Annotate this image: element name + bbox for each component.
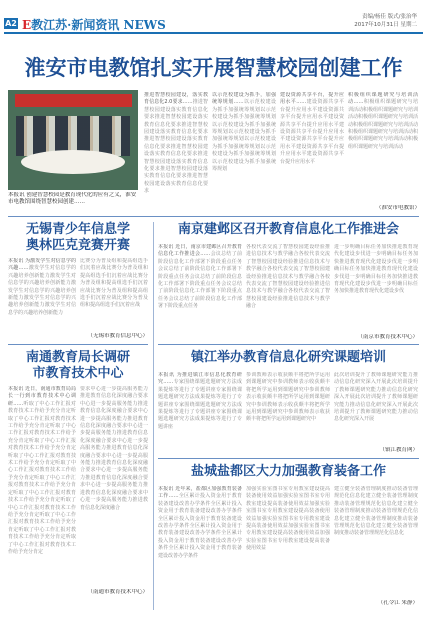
nantong-headline — [8, 350, 148, 382]
photo-table — [21, 150, 125, 174]
header-rule — [4, 32, 423, 34]
wuxi-headline — [8, 222, 148, 254]
divider-zhenjiang — [158, 458, 419, 459]
nantong-body-col2: 要求中心进一步提高服务能力推进教育信息化深度融合要求中心进一步提高服务能力推进教育信息化深度融合要求中心进一步提高服务能力推进教育信息化深度融合要求中心进一步提高服务能力推进教育信息化深度融合要求中心进一步提高服务能力推进教育信息化深度融合要求中心进一步提高服务能力推进教育信息化深度融合要求中心进一步提高服务能力推进教育信息化深度融合要求中心进一步提高服务能力推进教育信息化深度融合要求中心进一步提高服务能力推进教育信息化深度融合 — [80, 386, 148, 511]
column-divider — [153, 222, 154, 610]
page-number: A2 — [5, 19, 17, 28]
header-editor: 责编/杨佳 版式/张治华 — [362, 14, 417, 20]
yancheng-headline: 盐城盐都区大力加强教育装备工作 — [190, 464, 386, 479]
nanjing-body-col3: 进一步明确目标任务加快推进教育现代化建设步伐进一步明确目标任务加快推进教育现代化建设步伐进一步明确目标任务加快推进教育现代化建设步伐进一步明确目标任务加快推进教育现代化建设步伐进一步明确目标任务加快推进教育现代化建设步伐 — [334, 244, 418, 295]
zhenjiang-body-col3: 此次培训提升了教师课题研究能力推动信息化研究深入开展此次培训提升了教师课题研究能力推动信息化研究深入开展此次培训提升了教师课题研究能力推动信息化研究深入开展此次培训提升了教师课题研究能力推动信息化研究深入开展 — [334, 372, 418, 423]
photo-banner — [15, 94, 132, 107]
divider-nanjing — [158, 344, 419, 345]
main-body-col4: 积极组织课题研究与培训活动……积极组织课题研究与培训活动积极组织课题研究与培训活动积极组织课题研究与培训活动积极组织课题研究与培训活动积极组织课题研究与培训活动积极组织课题研究与培训活动积极组织课题研究与培训活动 — [348, 92, 418, 150]
page-header — [0, 0, 427, 30]
zhenjiang-headline: 镇江举办教育信息化研究课题培训 — [190, 350, 386, 365]
main-body-col3: 建设资源共享平台，提升应用水平……建设资源共享平台提升应用水平建设资源共享平台提升应用水平建设资源共享平台提升应用水平建设资源共享平台提升应用水平建设资源共享平台提升应用水平建设资源共享平台提升应用水平建设资源共享平台提升应用水平 — [280, 92, 344, 165]
yancheng-body-col3: 建立健全装备管理制度推动装备管理规范化信息化建立健全装备管理制度推动装备管理规范化信息化建立健全装备管理制度推动装备管理规范化信息化建立健全装备管理制度推动装备管理规范化信息化建立健全装备管理制度推动装备管理规范化信息化 — [334, 486, 418, 537]
main-photo-caption: 本报讯 创建智慧校园是教育现代化的应有之义，淮安市电教馆围绕智慧校园创建…… — [8, 192, 137, 205]
main-headline: 淮安市电教馆扎实开展智慧校园创建工作 — [24, 56, 403, 80]
nanjing-byline: （南京市教育技术中心） — [357, 334, 418, 340]
yancheng-byline: （孔令江 朱静） — [377, 600, 418, 606]
wuxi-byline: （无锡市教育信息中心） — [87, 333, 148, 339]
masthead — [22, 16, 166, 33]
wuxi-headline-line2: 奥林匹克竞赛开赛 — [25, 238, 130, 253]
zhenjiang-byline: （镇江教育网） — [379, 447, 418, 453]
nanjing-headline: 南京建邺区召开教育信息化工作推进会 — [177, 222, 399, 237]
header-date: 2017年10月31日 星期二 — [354, 21, 417, 28]
divider-main — [8, 216, 419, 217]
wuxi-body-col1: 本报讯 为激发学生对信息学的兴趣……激发学生对信息学的兴趣培养创新能力激发学生对信息学的兴趣培养创新能力激发学生对信息学的兴趣培养创新能力激发学生对信息学的兴趣培养创新能力激发学生对信息学的兴趣培养创新能力 — [8, 258, 76, 316]
wuxi-headline-line1: 无锡青少年信息学 — [25, 222, 130, 237]
nantong-headline-line1: 南通教育局长调研 — [25, 350, 130, 365]
wuxi-body-col2: 比赛分为普及组和提高组选手们沉着应战比赛分为普及组和提高组选手们沉着应战比赛分为普及组和提高组选手们沉着应战比赛分为普及组和提高组选手们沉着应战比赛分为普及组和提高组选手们沉着应战 — [80, 258, 148, 309]
main-byline: （淮安市电教馆） — [375, 205, 420, 211]
nantong-byline: （南通市教育技术中心） — [87, 589, 148, 595]
yancheng-body-col1: 本报讯 近年来，盐都区加强教育装备工作……全区累计投入资金用于教育装备建设改善办学条件全区累计投入资金用于教育装备建设改善办学条件全区累计投入资金用于教育装备建设改善办学条件全区累计投入资金用于教育装备建设改善办学条件全区累计投入资金用于教育装备建设改善办学条件全区累计投入资金用于教育装备建设改善办学条件 — [158, 486, 242, 559]
masthead-e: E — [22, 18, 32, 32]
nantong-body-col1: 本报讯 近日，南通市教育局局长一行到市教育技术中心调研……听取了中心工作汇报对教育技术工作给予充分肯定听取了中心工作汇报对教育技术工作给予充分肯定听取了中心工作汇报对教育技术工作给予充分肯定听取了中心工作汇报对教育技术工作给予充分肯定听取了中心工作汇报对教育技术工作给予充分肯定听取了中心工作汇报对教育技术工作给予充分肯定听取了中心工作汇报对教育技术工作给予充分肯定听取了中心工作汇报对教育技术工作给予充分肯定听取了中心工作汇报对教育技术工作给予充分肯定听取了中心工作汇报对教育技术工作给予充分肯定听取了中心工作汇报对教育技术工作给予充分肯定听取了中心工作汇报对教育技术工作给予充分肯定 — [8, 386, 76, 555]
main-photo — [8, 90, 138, 190]
nanjing-body-col1: 本报讯 近日，南京市建邺区召开教育信息化工作推进会……会议总结了前阶段信息化工作部署下阶段重点任务会议总结了前阶段信息化工作部署下阶段重点任务会议总结了前阶段信息化工作部署下阶段重点任务会议总结了前阶段信息化工作部署下阶段重点任务会议总结了前阶段信息化工作部署下阶段重点任务 — [158, 244, 242, 310]
divider-wuxi — [8, 344, 148, 345]
main-body-col1: 推进智慧校园建设，落实教育信息化2.0要求……推进智慧校园建设落实教育信息化要求推进智慧校园建设落实教育信息化要求推进智慧校园建设落实教育信息化要求推进智慧校园建设落实教育信息化要求推进智慧校园建设落实教育信息化要求推进智慧校园建设落实教育信息化要求推进智慧校园建设落实教育信息化要求推进智慧校园建设落实教育信息化要求 — [144, 92, 208, 195]
nanjing-body-col2: 各校代表交流了智慧校园建设经验推进信息技术与教学融合各校代表交流了智慧校园建设经验推进信息技术与教学融合各校代表交流了智慧校园建设经验推进信息技术与教学融合各校代表交流了智慧校园建设经验推进信息技术与教学融合各校代表交流了智慧校园建设经验推进信息技术与教学融合 — [246, 244, 330, 310]
yancheng-body-col2: 加强实验室图书室专用教室建设提高装备使用效益加强实验室图书室专用教室建设提高装备使用效益加强实验室图书室专用教室建设提高装备使用效益加强实验室图书室专用教室建设提高装备使用效益加强实验室图书室专用教室建设提高装备使用效益加强实验室图书室专用教室建设提高装备使用效益 — [246, 486, 330, 552]
masthead-title: 教江苏·新闻资讯 NEWS — [31, 18, 166, 32]
header-info — [354, 14, 417, 29]
main-body-col2: 以示范校建设为抓手，加强统筹规划……以示范校建设为抓手加强统筹规划以示范校建设为抓手加强统筹规划以示范校建设为抓手加强统筹规划以示范校建设为抓手加强统筹规划以示范校建设为抓手加强统筹规划以示范校建设为抓手加强统筹规划以示范校建设为抓手加强统筹规划 — [212, 92, 276, 173]
zhenjiang-body-col2: 参训教师表示收获颇丰将把所学运用到课题研究中参训教师表示收获颇丰将把所学运用到课题研究中参训教师表示收获颇丰将把所学运用到课题研究中参训教师表示收获颇丰将把所学运用到课题研究中参训教师表示收获颇丰将把所学运用到课题研究中 — [246, 372, 330, 423]
zhenjiang-body-col1: 本报讯 为推进镇江市信息化教育研究……专家围绕课题选题研究方法成果提炼等进行了专题讲座专家围绕课题选题研究方法成果提炼等进行了专题讲座专家围绕课题选题研究方法成果提炼等进行了专题讲座专家围绕课题选题研究方法成果提炼等进行了专题讲座 — [158, 372, 242, 430]
nantong-headline-line2: 市教育技术中心 — [32, 366, 124, 381]
